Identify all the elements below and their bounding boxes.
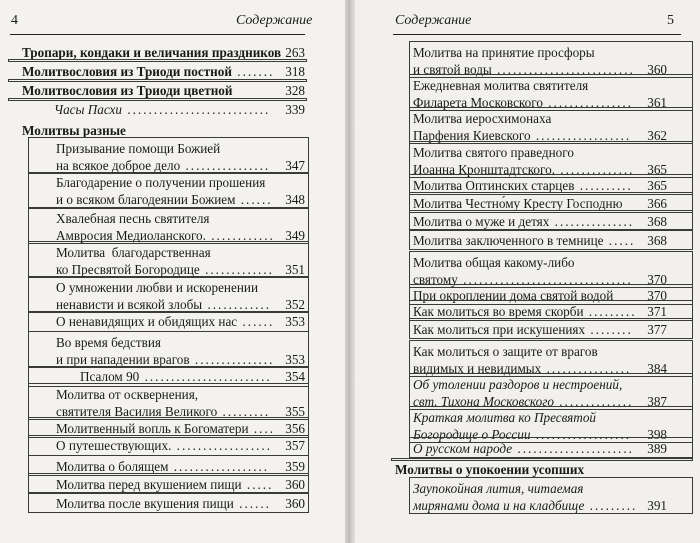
leader-dots: ..... xyxy=(603,233,636,248)
toc-entry-text: Как молиться при искушениях xyxy=(413,322,586,337)
toc-page-number: 377 xyxy=(647,322,667,337)
toc-entry-text: Молитва Оптинских старцев xyxy=(413,178,575,193)
toc-left xyxy=(0,0,345,543)
toc-page-number: 359 xyxy=(285,459,305,474)
entry-frame xyxy=(28,137,309,174)
toc-page-number: 360 xyxy=(285,496,305,511)
toc-right xyxy=(355,0,700,543)
entry-frame xyxy=(409,210,693,231)
toc-entry-text: Амвросия Медиоланского. xyxy=(56,228,206,243)
toc-page-number: 368 xyxy=(647,214,667,229)
toc-entry-text: Псалом 90 xyxy=(80,369,140,384)
entry-frame xyxy=(28,276,309,313)
toc-page-number: 353 xyxy=(285,352,305,367)
leader-dots: ...... xyxy=(237,314,275,329)
toc-entry-text: Молитвословия из Триоди постной xyxy=(22,64,232,79)
toc-entry-text: Молитва иеросхимонаха xyxy=(413,111,552,126)
toc-entry-line xyxy=(395,461,584,478)
toc-page-number: 356 xyxy=(285,421,305,436)
entry-frame xyxy=(409,141,693,178)
toc-entry-line xyxy=(22,82,233,99)
toc-page-number: 352 xyxy=(285,297,305,312)
toc-entry-text: Молитва Честно́му Кресту Господню xyxy=(413,196,623,211)
leader-dots: ................ xyxy=(541,361,632,376)
book-gutter xyxy=(345,0,355,543)
toc-entry-line xyxy=(54,101,270,118)
toc-entry-text: ненависти и всякой злобы xyxy=(56,297,203,312)
toc-page-number: 362 xyxy=(647,128,667,143)
toc-entry-text: О ненавидящих и обидящих нас xyxy=(56,314,238,329)
toc-entry-text: Тропари, кондаки и величания праздников xyxy=(22,45,282,60)
entry-frame xyxy=(409,41,693,78)
toc-entry-text: Молитва от осквернения, xyxy=(56,387,199,402)
toc-entry-text: Молитва перед вкушением пищи xyxy=(56,477,242,492)
toc-entry-text: на всякое доброе дело xyxy=(56,158,181,173)
entry-frame xyxy=(409,437,693,458)
page-number-right: 5 xyxy=(667,13,674,28)
toc-entry-text: Молитва благодарственная xyxy=(56,245,211,260)
toc-page-number: 368 xyxy=(647,233,667,248)
toc-page-number: 389 xyxy=(647,441,667,456)
leader-dots: ............... xyxy=(549,214,635,229)
left-page xyxy=(0,0,345,543)
leader-dots: ........................... xyxy=(122,102,271,117)
toc-page-number: 370 xyxy=(647,288,667,303)
toc-entry-text: святому xyxy=(413,272,458,287)
toc-page-number: 328 xyxy=(285,83,305,98)
toc-entry-text: При окроплении дома святой водой xyxy=(413,288,614,303)
leader-dots: .......................... xyxy=(491,62,635,77)
toc-page-number: 365 xyxy=(647,162,667,177)
leader-dots: .................. xyxy=(171,438,273,453)
toc-entry-text: Филарета Московского xyxy=(413,95,543,110)
leader-dots: ................ xyxy=(542,95,633,110)
toc-entry-text: и святой воды xyxy=(413,62,492,77)
leader-dots: ............. xyxy=(199,262,274,277)
toc-entry-text: Благодарение о получении прошения xyxy=(56,175,266,190)
toc-entry-text: Ежедневная молитва святителя xyxy=(413,78,589,93)
toc-entry-text: Молитва на принятие просфоры xyxy=(413,45,595,60)
toc-entry-text: и при нападении врагов xyxy=(56,352,190,367)
toc-page-number: 318 xyxy=(285,64,305,79)
toc-page-number: 360 xyxy=(285,477,305,492)
toc-page-number: 365 xyxy=(647,178,667,193)
leader-dots: ........ xyxy=(585,322,633,337)
toc-entry-text: Молитва святого праведного xyxy=(413,145,574,160)
entry-frame xyxy=(409,340,693,377)
toc-entry-text: О умножении любви и искоренении xyxy=(56,280,259,295)
toc-entry-text: Хвалебная песнь святителя xyxy=(56,211,210,226)
leader-dots: ...... xyxy=(235,192,273,207)
leader-dots: ............ xyxy=(202,297,271,312)
leader-dots: ......... xyxy=(583,304,637,319)
toc-page-number: 384 xyxy=(647,361,667,376)
entry-frame xyxy=(409,74,693,111)
toc-entry-text: О путешествующих. xyxy=(56,438,172,453)
leader-dots: .......... xyxy=(574,178,633,193)
toc-entry-text: Часы Пасхи xyxy=(54,102,123,117)
toc-entry-text: Как молиться о защите от врагов xyxy=(413,344,598,359)
toc-entry-text: ко Пресвятой Богородице xyxy=(56,262,200,277)
toc-entry-text: мирянами дома и на кладбище xyxy=(413,498,585,513)
entry-frame xyxy=(8,98,307,101)
toc-entry-text: Молитвословия из Триоди цветной xyxy=(22,83,233,98)
entry-frame xyxy=(28,473,309,494)
leader-dots: ......... xyxy=(584,498,638,513)
toc-entry-text: Молитва о болящем xyxy=(56,459,169,474)
toc-page-number: 366 xyxy=(647,196,667,211)
toc-page-number: 398 xyxy=(647,427,667,442)
toc-entry-text: Об утолении раздоров и нестроений, xyxy=(413,377,623,392)
running-header-right: Содержание xyxy=(395,13,472,28)
toc-page-number: 391 xyxy=(647,498,667,513)
toc-page-number: 355 xyxy=(285,404,305,419)
leader-dots: ................................ xyxy=(457,272,633,287)
leader-dots: ....... xyxy=(231,64,275,79)
entry-frame xyxy=(28,311,309,332)
toc-page-number: 347 xyxy=(285,158,305,173)
leader-dots: .... xyxy=(248,421,276,436)
toc-entry-text: Молитвенный вопль к Богоматери xyxy=(56,421,249,436)
entry-frame xyxy=(28,331,309,368)
toc-entry-text: и о всяком благодеянии Божием xyxy=(56,192,236,207)
running-header-left: Содержание xyxy=(236,13,313,28)
toc-page-number: 371 xyxy=(647,304,667,319)
toc-entry-text: святителя Василия Великого xyxy=(56,404,218,419)
toc-page-number: 349 xyxy=(285,228,305,243)
toc-page-number: 360 xyxy=(647,62,667,77)
toc-page-number: 263 xyxy=(285,45,305,60)
right-page xyxy=(355,0,700,543)
leader-dots: ............... xyxy=(189,352,275,367)
toc-entry-text: Призывание помощи Божией xyxy=(56,141,221,156)
entry-frame xyxy=(28,241,309,278)
toc-entry-text: Молитва после вкушения пищи xyxy=(56,496,234,511)
leader-dots: ..... xyxy=(241,477,274,492)
entry-frame xyxy=(409,373,693,410)
toc-page-number: 361 xyxy=(647,95,667,110)
leader-dots: .................. xyxy=(168,459,270,474)
toc-entry-text: Молитва заключенного в темнице xyxy=(413,233,604,248)
toc-entry-text: Молитва о муже и детях xyxy=(413,214,550,229)
toc-page-number: 339 xyxy=(285,102,305,117)
toc-page-number: 370 xyxy=(647,272,667,287)
toc-page-number: 357 xyxy=(285,438,305,453)
toc-entry-text: Иоанна Кронштадтского. xyxy=(413,162,555,177)
leader-dots: ...... xyxy=(233,496,271,511)
toc-entry-text: свт. Тихона Московского xyxy=(413,394,554,409)
toc-entry-text: Парфения Киевского xyxy=(413,128,531,143)
entry-frame xyxy=(28,492,309,513)
toc-entry-text: Богородице о России xyxy=(413,427,531,442)
leader-dots: ...................... xyxy=(512,441,634,456)
entry-frame xyxy=(28,435,309,456)
toc-entry-text: О русском народе xyxy=(413,441,513,456)
leader-dots: .............. xyxy=(555,162,635,177)
leader-dots: .................. xyxy=(530,128,632,143)
entry-frame xyxy=(8,79,307,82)
entry-frame xyxy=(28,172,309,209)
leader-dots: .................. xyxy=(530,427,632,442)
entry-frame xyxy=(409,477,693,514)
page-number-left: 4 xyxy=(11,13,18,28)
entry-frame xyxy=(8,59,307,62)
toc-page-number: 351 xyxy=(285,262,305,277)
toc-entry-text: видимых и невидимых xyxy=(413,361,542,376)
leader-dots: ............ xyxy=(205,228,275,243)
toc-page-number: 387 xyxy=(647,394,667,409)
toc-entry-text: Молитва общая какому-либо xyxy=(413,255,575,270)
toc-entry-text: Во время бедствия xyxy=(56,335,161,350)
entry-frame xyxy=(409,318,693,339)
toc-entry-text: Краткая молитва ко Пресвятой xyxy=(413,410,597,425)
toc-entry-text: Молитвы о упокоении усопших xyxy=(395,462,585,477)
entry-frame xyxy=(391,458,693,461)
toc-page-number: 354 xyxy=(285,369,305,384)
entry-frame xyxy=(409,251,693,288)
leader-dots: .............. xyxy=(553,394,634,409)
entry-frame xyxy=(28,383,309,420)
toc-page-number: 353 xyxy=(285,314,305,329)
entry-frame xyxy=(28,207,309,244)
toc-entry-text: Заупокойная лития, читаемая xyxy=(413,481,584,496)
leader-dots: ................ xyxy=(180,158,271,173)
toc-entry-text: Молитвы разные xyxy=(22,123,126,138)
toc-entry-line xyxy=(22,63,274,80)
entry-frame xyxy=(409,107,693,144)
leader-dots: ......... xyxy=(217,404,271,419)
toc-entry-text: Как молиться во время скорби xyxy=(413,304,584,319)
entry-frame xyxy=(409,229,693,250)
toc-page-number: 348 xyxy=(285,192,305,207)
leader-dots: ........................ xyxy=(139,369,272,384)
